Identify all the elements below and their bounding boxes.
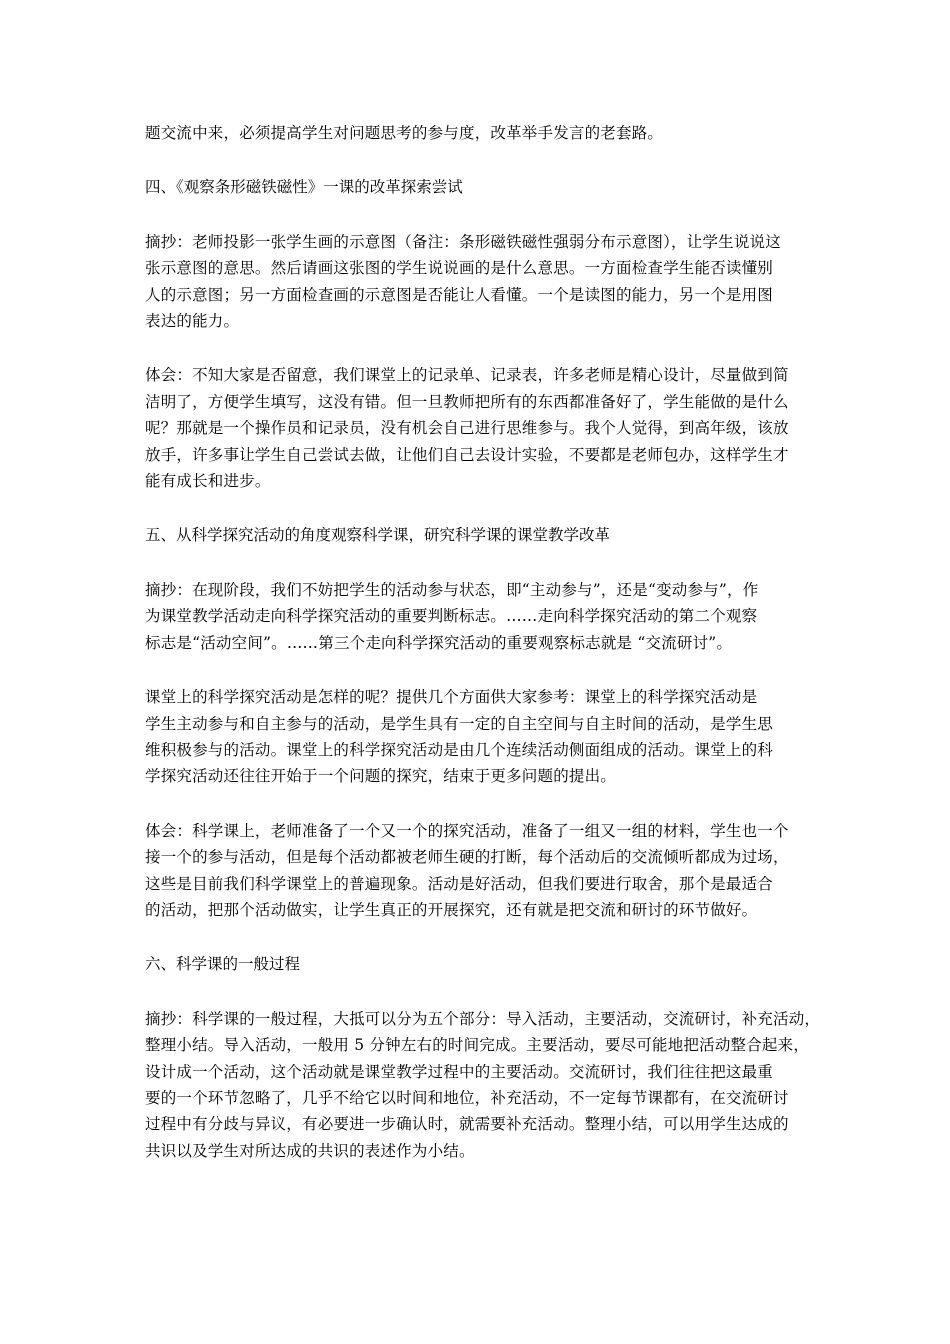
text-line: 四、《观察条形磁铁磁性》一课的改革探索尝试 xyxy=(145,178,463,197)
text-line: 洁明了，方便学生填写，这没有错。但一旦教师把所有的东西都准备好了，学生能做的是什么 xyxy=(145,392,789,411)
text-line: 能有成长和进步。 xyxy=(145,472,271,491)
text-line: 的活动，把那个活动做实，让学生真正的开展探究，还有就是把交流和研讨的环节做好。 xyxy=(145,900,758,919)
text-line: 接一个的参与活动，但是每个活动都被老师生硬的打断，每个活动后的交流倾听都成为过场， xyxy=(145,848,789,867)
text-line: 这些是目前我们科学课堂上的普遍现象。活动是好活动，但我们要进行取舍，那个是最适合 xyxy=(145,874,774,893)
text-line: 体会：科学课上，老师准备了一个又一个的探究活动，准备了一组又一组的材料，学生也一个 xyxy=(145,821,789,840)
text-line: 摘抄：老师投影一张学生画的示意图（备注：条形磁铁磁性强弱分布示意图），让学生说说这 xyxy=(145,232,781,251)
text-line: 整理小结。导入活动，一般用 5 分钟左右的时间完成。主要活动，要尽可能地把活动整合起来， xyxy=(145,1036,810,1055)
text-line: 课堂上的科学探究活动是怎样的呢？提供几个方面供大家参考：课堂上的科学探究活动是 xyxy=(145,688,758,707)
text-line: 维积极参与的活动。课堂上的科学探究活动是由几个连续活动侧面组成的活动。课堂上的科 xyxy=(145,740,774,759)
paragraph-intro-continuation xyxy=(145,120,817,146)
text-line: 表达的能力。 xyxy=(145,312,240,331)
document-page xyxy=(145,120,821,1192)
paragraph-excerpt-5 xyxy=(145,577,817,656)
text-line: 呢？那就是一个操作员和记录员，没有机会自己进行思维参与。我个人觉得，到高年级，该放 xyxy=(145,419,789,438)
text-line: 张示意图的意思。然后请画这张图的学生说说画的是什么意思。一方面检查学生能否读懂别 xyxy=(145,259,774,278)
text-line: 设计成一个活动，这个活动就是课堂教学过程中的主要活动。交流研讨，我们往往把这最重 xyxy=(145,1062,774,1081)
text-line: 放手，许多事让学生自己尝试去做，让他们自己去设计实验，不要都是老师包办，这样学生才 xyxy=(145,445,789,464)
text-line: 标志是“活动空间”。……第三个走向科学探究活动的重要观察标志就是 “交流研讨”。 xyxy=(145,633,733,652)
text-line: 学生主动参与和自主参与的活动，是学生具有一定的自主空间与自主时间的活动，是学生思 xyxy=(145,714,774,733)
paragraph-reflection-5 xyxy=(145,818,817,924)
section-heading-6 xyxy=(145,951,817,977)
text-line: 摘抄：在现阶段，我们不妨把学生的活动参与状态，即“主动参与”，还是“变动参与”，作 xyxy=(145,580,759,599)
text-line: 摘抄：科学课的一般过程，大抵可以分为五个部分：导入活动，主要活动，交流研讨，补充活动， xyxy=(145,1009,821,1028)
section-heading-5 xyxy=(145,522,817,548)
text-line: 要的一个环节忽略了，几乎不给它以时间和地位，补充活动，不一定每节课都有，在交流研讨 xyxy=(145,1088,789,1107)
paragraph-inquiry-description xyxy=(145,684,817,790)
section-heading-4 xyxy=(145,174,817,200)
text-line: 五、从科学探究活动的角度观察科学课，研究科学课的课堂教学改革 xyxy=(145,526,611,545)
text-line: 题交流中来，必须提高学生对问题思考的参与度，改革举手发言的老套路。 xyxy=(145,124,664,142)
text-line: 体会：不知大家是否留意，我们课堂上的记录单、记录表，许多老师是精心设计，尽量做到简 xyxy=(145,366,789,385)
text-line: 六、科学课的一般过程 xyxy=(145,955,301,974)
text-line: 人的示意图；另一方面检查画的示意图是否能让人看懂。一个是读图的能力，另一个是用图 xyxy=(145,285,774,304)
text-line: 为课堂教学活动走向科学探究活动的重要判断标志。……走向科学探究活动的第二个观察 xyxy=(145,607,758,626)
text-line: 学探究活动还往往开始于一个问题的探究，结束于更多问题的提出。 xyxy=(145,767,617,786)
paragraph-reflection-4 xyxy=(145,362,817,494)
text-line: 过程中有分歧与异议，有必要进一步确认时，就需要补充活动。整理小结，可以用学生达成的 xyxy=(145,1115,789,1134)
text-line: 共识以及学生对所达成的共识的表述作为小结。 xyxy=(145,1141,475,1160)
paragraph-excerpt-4 xyxy=(145,229,817,335)
paragraph-excerpt-6 xyxy=(145,1006,821,1164)
